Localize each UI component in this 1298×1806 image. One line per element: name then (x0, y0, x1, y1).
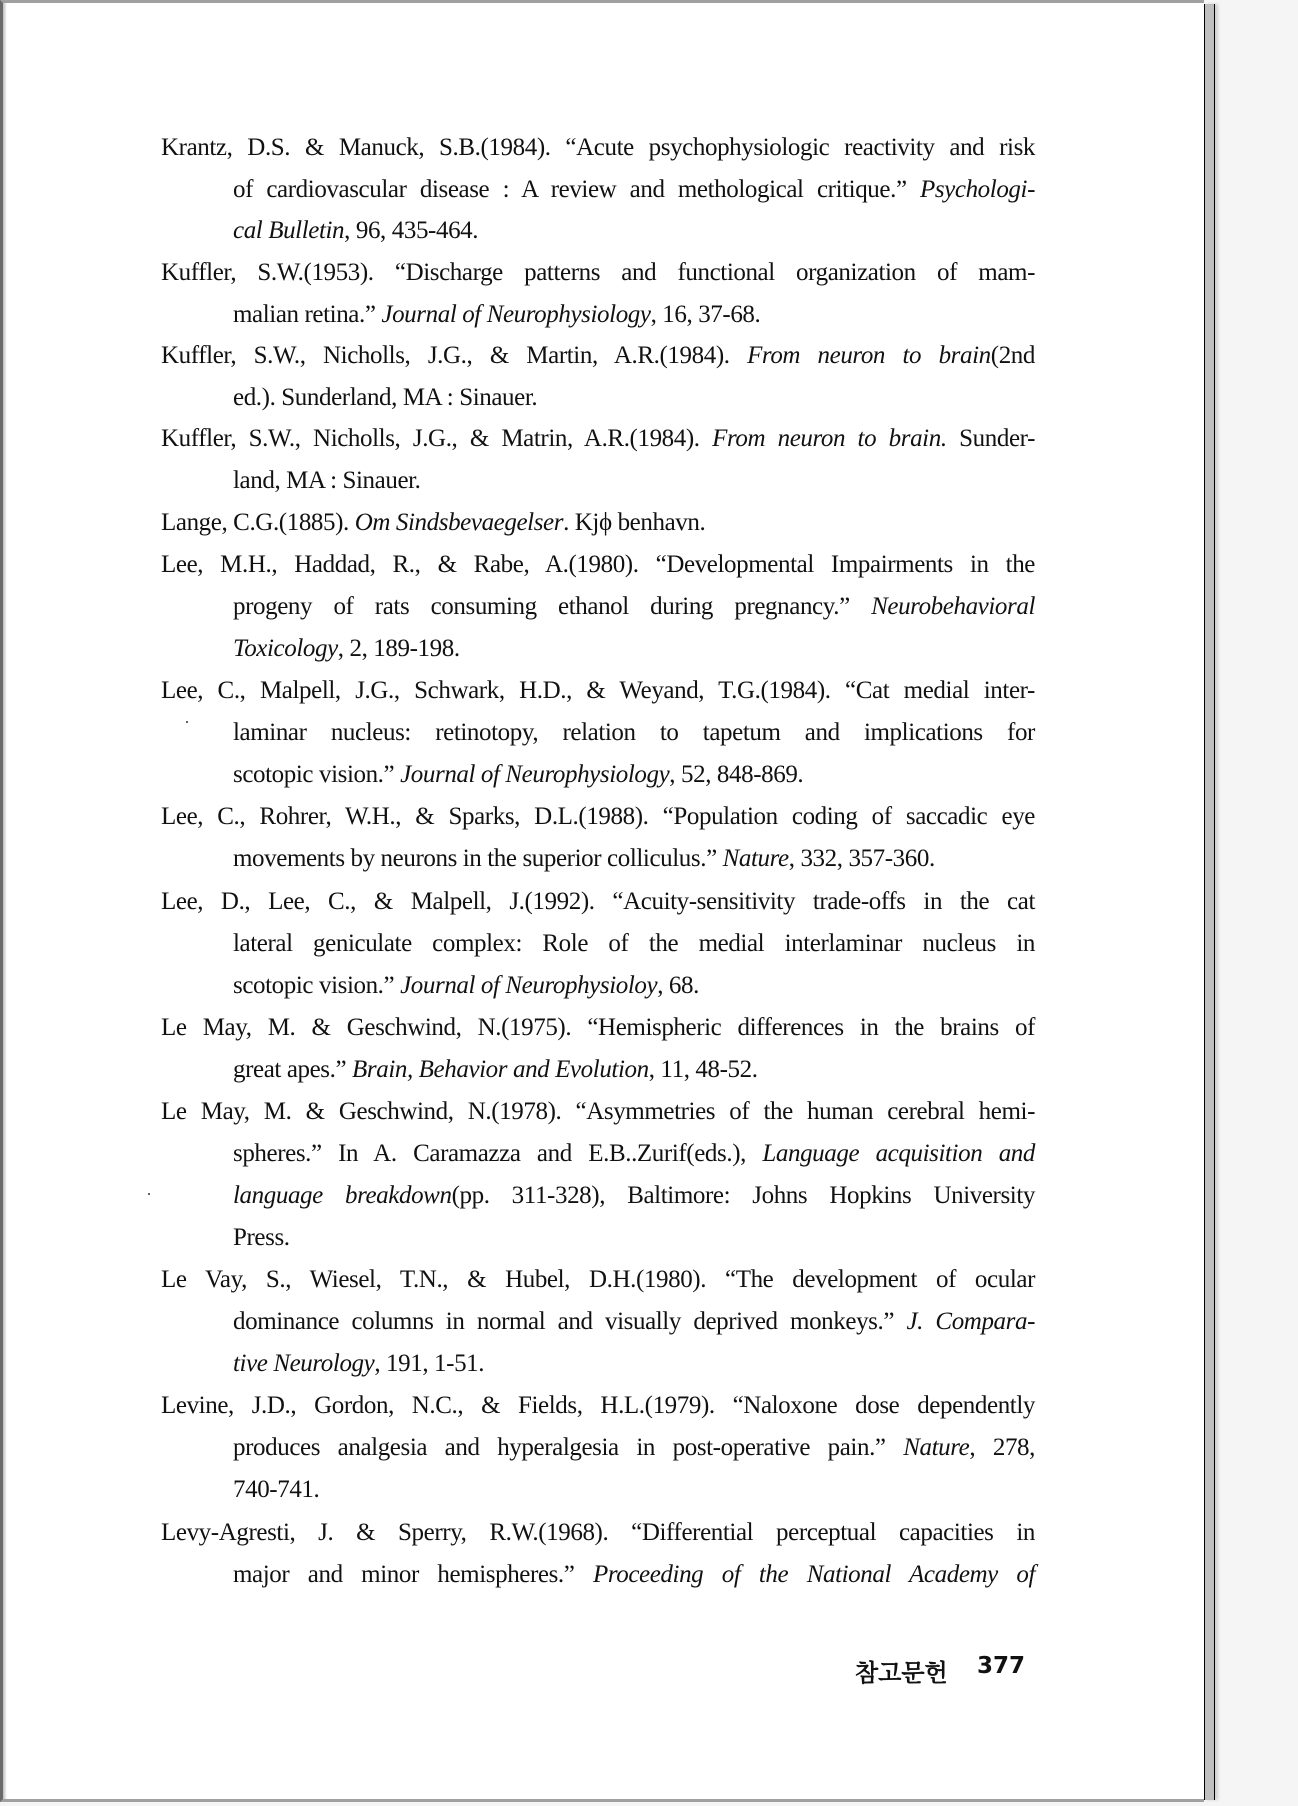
reference-text: , 2, 189-198. (337, 635, 460, 662)
journal-title: Neurobehavioral (871, 593, 1035, 620)
reference-text: Lee, C., Rohrer, W.H., & Sparks, D.L.(1988). “Population coding of saccadic eye (161, 803, 1035, 830)
reference-text: progeny of rats consuming ethanol during pregnancy.” (233, 593, 872, 620)
reference-text: 740-741. (233, 1476, 320, 1503)
reference-line (233, 1055, 758, 1085)
journal-title: Nature (722, 845, 789, 872)
reference-text: Levy-Agresti, J. & Sperry, R.W.(1968). “Differential perceptual capacities in (161, 1519, 1035, 1546)
reference-text: ed.). Sunderland, MA : Sinauer. (233, 384, 538, 411)
reference-text: , 16, 37-68. (650, 301, 761, 328)
reference-text: , 52, 848-869. (669, 761, 804, 788)
reference-line (233, 844, 935, 874)
reference-line (161, 1097, 1035, 1127)
reference-text: major and minor hemispheres.” (233, 1561, 593, 1588)
reference-line (233, 300, 760, 330)
reference-line (161, 550, 1035, 580)
reference-line (233, 592, 1035, 622)
book-title: Om Sindsbevaegelser (354, 509, 564, 536)
reference-line (161, 341, 1035, 371)
reference-text: dominance columns in normal and visually deprived monkeys.” (233, 1308, 907, 1335)
reference-text: Lee, D., Lee, C., & Malpell, J.(1992). “Acuity-sensitivity trade-offs in the cat (161, 888, 1035, 915)
scan-speck (148, 1193, 150, 1195)
reference-line (161, 1518, 1035, 1548)
reference-line (161, 887, 1035, 917)
reference-text: Lee, C., Malpell, J.G., Schwark, H.D., & Weyand, T.G.(1984). “Cat medial inter- (161, 677, 1035, 704)
journal-title: Brain, Behavior and Evolution (352, 1056, 649, 1083)
reference-line (233, 466, 421, 496)
reference-line (233, 216, 478, 246)
journal-title: J. Compara- (906, 1308, 1036, 1335)
journal-title: tive Neurology (233, 1350, 375, 1377)
reference-text: Le May, M. & Geschwind, N.(1978). “Asymmetries of the human cerebral hemi- (161, 1098, 1035, 1125)
reference-line (233, 1223, 290, 1253)
reference-text: (2nd (990, 342, 1035, 369)
reference-line (233, 1139, 1035, 1169)
reference-text: Kuffler, S.W., Nicholls, J.G., & Martin, A.R.(1984). (161, 342, 748, 369)
reference-line (233, 929, 1035, 959)
reference-line (161, 258, 1035, 288)
reference-text: malian retina.” (233, 301, 382, 328)
reference-text: , 191, 1-51. (374, 1350, 485, 1377)
reference-text: Sunder- (946, 425, 1035, 452)
reference-line (161, 1265, 1035, 1295)
reference-text: Lange, C.G.(1885). (161, 509, 355, 536)
reference-text: Levine, J.D., Gordon, N.C., & Fields, H.L.(1979). “Naloxone dose dependently (161, 1392, 1035, 1419)
reference-text: of cardiovascular disease : A review and methological critique.” (233, 176, 920, 203)
reference-text: scotopic vision.” (233, 972, 401, 999)
reference-text: , 278, (969, 1434, 1035, 1461)
running-footer-title: 참고문헌 (855, 1659, 948, 1687)
reference-text: lateral geniculate complex: Role of the medial interlaminar nucleus in (233, 930, 1035, 957)
reference-line (233, 383, 537, 413)
scan-speck (186, 721, 188, 723)
reference-text: Le May, M. & Geschwind, N.(1975). “Hemispheric differences in the brains of (161, 1014, 1035, 1041)
reference-line (161, 508, 705, 538)
reference-line (233, 634, 460, 664)
reference-line (161, 133, 1035, 163)
journal-title: Toxicology (233, 635, 338, 662)
reference-line (161, 1013, 1035, 1043)
reference-text: . Kjϕ benhavn. (563, 509, 706, 536)
reference-line (161, 802, 1035, 832)
reference-text: , 332, 357-360. (788, 845, 935, 872)
journal-title: Journal of Neurophysioloy (400, 972, 658, 999)
reference-line (233, 1181, 1035, 1211)
journal-title: cal Bulletin (233, 217, 345, 244)
reference-text: , 11, 48-52. (648, 1056, 758, 1083)
journal-title: Nature (903, 1434, 970, 1461)
reference-text: Krantz, D.S. & Manuck, S.B.(1984). “Acute psychophysiologic reactivity and risk (161, 134, 1035, 161)
book-title: From neuron to brain. (712, 425, 947, 452)
reference-line (233, 760, 803, 790)
journal-title: Journal of Neurophysiology (381, 301, 651, 328)
reference-text: (pp. 311-328), Baltimore: Johns Hopkins University (451, 1182, 1035, 1209)
reference-line (233, 1475, 319, 1505)
reference-line (233, 1307, 1035, 1337)
reference-text: , 68. (657, 972, 699, 999)
reference-line (233, 175, 1035, 205)
reference-text: Kuffler, S.W., Nicholls, J.G., & Matrin, A.R.(1984). (161, 425, 713, 452)
journal-title: Psychologi- (919, 176, 1035, 203)
journal-title: Journal of Neurophysiology (400, 761, 670, 788)
journal-title: Proceeding of the National Academy of (592, 1561, 1035, 1588)
reference-line (233, 1560, 1035, 1590)
reference-text: scotopic vision.” (233, 761, 401, 788)
reference-line (161, 1391, 1035, 1421)
reference-text: produces analgesia and hyperalgesia in post-operative pain.” (233, 1434, 904, 1461)
reference-text: Kuffler, S.W.(1953). “Discharge patterns and functional organization of mam- (161, 259, 1035, 286)
reference-text: land, MA : Sinauer. (233, 467, 421, 494)
reference-text: Press. (233, 1224, 290, 1251)
reference-text: spheres.” In A. Caramazza and E.B..Zurif(eds.), (233, 1140, 763, 1167)
reference-text: laminar nucleus: retinotopy, relation to tapetum and implications for (233, 719, 1035, 746)
reference-line (233, 1433, 1035, 1463)
book-title: Language acquisition and (762, 1140, 1035, 1167)
reference-text: Lee, M.H., Haddad, R., & Rabe, A.(1980). “Developmental Impairments in the (161, 551, 1035, 578)
reference-text: Le Vay, S., Wiesel, T.N., & Hubel, D.H.(1980). “The development of ocular (161, 1266, 1035, 1293)
page-number: 377 (977, 1653, 1026, 1679)
reference-text: , 96, 435-464. (344, 217, 479, 244)
reference-line (233, 1349, 484, 1379)
reference-line (161, 676, 1035, 706)
book-title: language breakdown (233, 1182, 452, 1209)
reference-text: movements by neurons in the superior colliculus.” (233, 845, 723, 872)
reference-line (161, 424, 1035, 454)
reference-line (233, 971, 699, 1001)
page-stack-edge (1204, 4, 1215, 1800)
reference-line (233, 718, 1035, 748)
page-left-shadow (3, 3, 7, 1799)
book-title: From neuron to brain (747, 342, 991, 369)
reference-text: great apes.” (233, 1056, 353, 1083)
